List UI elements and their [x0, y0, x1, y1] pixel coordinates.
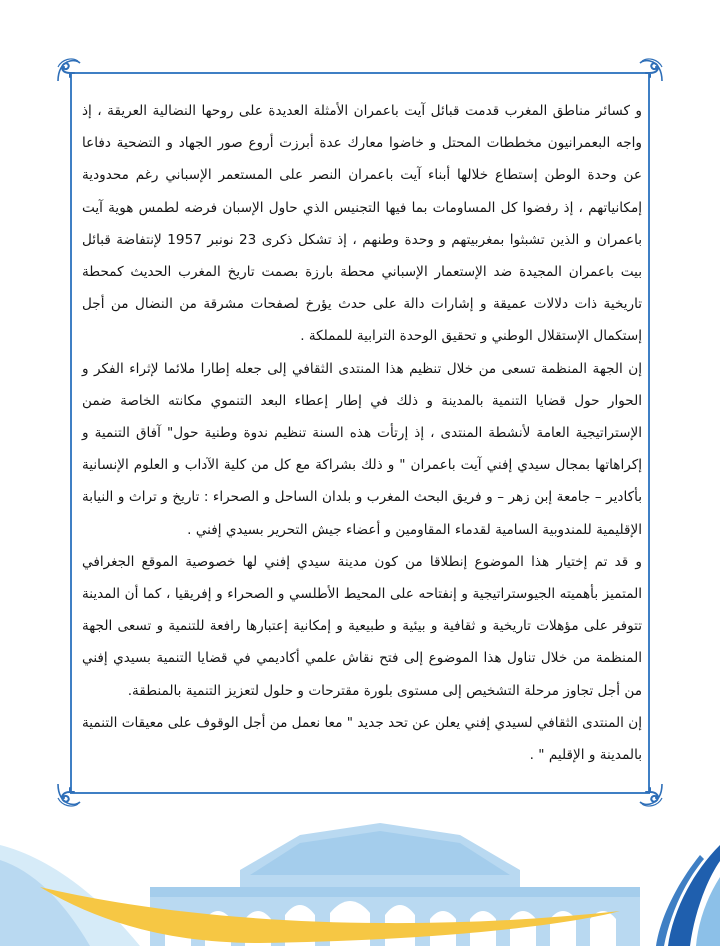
- paragraph-forum-goals: إن الجهة المنظمة تسعى من خلال تنظيم هذا المنتدى الثقافي إلى جعله إطارا ملائما لإثراء الفكر و الحوار حول قضايا التنمية بالمدينة و ذلك في إطار إعطاء البعد التنموي مكانته الخاصة ضمن الإستراتيجية العامة لأنشطة المنتدى ، إذ إرتأت هذه السنة تنظيم ندوة وطنية حول" آفاق التنمية و إكراهاتها بمجال سيدي إفني آيت باعمران " و ذلك بشراكة مع كل من كلية الآداب و العلوم الإنسانية بأكادير – جامعة إبن زهر – و فريق البحث المغرب و بلدان الساحل و الصحراء : تاريخ و تراث و النيابة الإقليمية للمندوبية السامية لقدماء المقاومين و أعضاء جيش التحرير بسيدي إفني .: [82, 360, 642, 538]
- article-body: [82, 95, 642, 771]
- corner-ornament-icon: [52, 55, 82, 85]
- paragraph-history: و كسائر مناطق المغرب قدمت قبائل آيت باعمران الأمثلة العديدة على روحها النضالية العريقة ، إذ واجه البعمرانيون مخططات المحتل و خاضوا معارك عدة أبرزت أروع صور الجهاد و التضحية دفاعا عن وحدة الوطن إستطاع خلالها أبناء آيت باعمران النصر على المستعمر الإسباني رغم محدودية إمكانياتهم ، إذ رفضوا كل المساومات بما فيها التجنيس الذي حاول الإسبان فرضه لطمس هوية آيت باعمران و الذين تشبثوا بمغربيتهم و وحدة وطنهم ، إذ تشكل ذكرى 23 نونبر 1957 لإنتفاضة قبائل بيت باعمران المجيدة ضد الإستعمار الإسباني محطة بارزة بصمت تاريخ المغرب الحديث كمحطة تاريخية ذات دلالات عميقة و إشارات دالة على حدث يؤرخ لصفحات مشرقة من النضال من أجل إستكمال الإستقلال الوطني و تحقيق الوحدة الترابية للمملكة .: [82, 103, 643, 345]
- corner-ornament-icon: [638, 55, 668, 85]
- paragraph-challenge: إن المنتدى الثقافي لسيدي إفني يعلن عن تحد جديد " معا نعمل من أجل الوقوف على معيقات التنمية بالمدينة و الإقليم " .: [82, 714, 642, 764]
- arcade-building-decoration: [0, 815, 720, 946]
- corner-ornament-icon: [52, 780, 82, 810]
- paragraph-topic-choice: و قد تم إختيار هذا الموضوع إنطلاقا من كون مدينة سيدي إفني لها خصوصية الموقع الجغرافي المتميز بأهميته الجيوستراتيجية و إنفتاحه على المحيط الأطلسي و الصحراء و إفريقيا ، كما أن المدينة تتوفر على مؤهلات تاريخية و ثقافية و بيئية و طبيعية و إمكانية إعتبارها رافعة للتنمية و تسعى الجهة المنظمة من خلال تناول هذا الموضوع إلى فتح نقاش علمي أكاديمي في قضايا التنمية بسيدي إفني من أجل تجاوز مرحلة التشخيص إلى مستوى بلورة مقترحات و حلول لتعزيز التنمية بالمنطقة.: [82, 553, 642, 699]
- corner-ornament-icon: [638, 780, 668, 810]
